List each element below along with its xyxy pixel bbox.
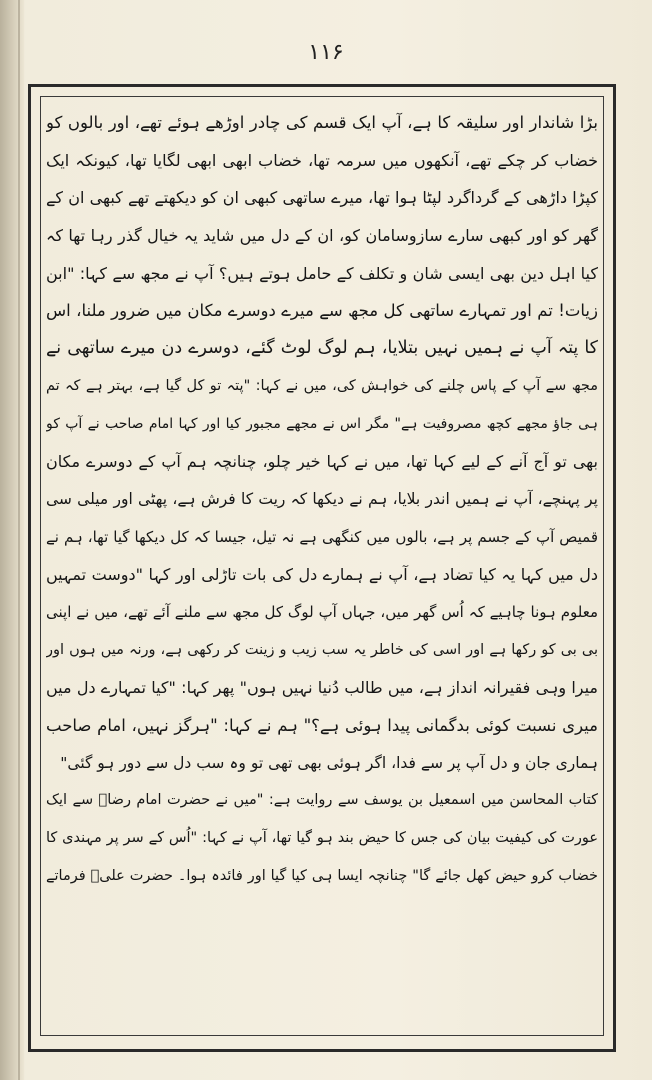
text-line-18: ہماری جان و دل آپ پر سے فدا، اگر ہوئی بھی تھی تو وہ سب دل سے دور ہو گئی" bbox=[60, 753, 598, 772]
text-line-3: کپڑا داڑھی کے گرداگرد لپٹا ہوا تھا، میرے ساتھی کبھی ان کو دیکھتے تھے کبھی ان کے bbox=[46, 188, 598, 208]
text-line-5: کیا اہل دین بھی ایسی شان و تکلف کے حامل ہوتے ہیں؟ آپ نے مجھ سے کہا: "ابن bbox=[46, 263, 598, 283]
text-line-9: ہی جاؤ مجھے کچھ مصروفیت ہے" مگر اس نے مجھے مجبور کیا اور کہا امام صاحب نے آپ کو bbox=[46, 415, 598, 432]
text-line-16: میرا وہی فقیرانہ انداز ہے، میں طالب دُنیا نہیں ہوں" پھر کہا: "کیا تمہارے دل میں bbox=[46, 678, 598, 698]
text-line-14: معلوم ہونا چاہیے کہ اُس گھر میں، جہاں آپ لوگ کل مجھ سے ملنے آئے تھے، میں نے اپنی bbox=[46, 602, 598, 621]
text-line-1: بڑا شاندار اور سلیقہ کا ہے، آپ ایک قسم کی چادر اوڑھے ہوئے تھے، اور بالوں کو bbox=[46, 113, 598, 132]
text-line-2: خضاب کر چکے تھے، آنکھوں میں سرمہ تھا، خضاب ابھی ابھی لگایا تھا، کیونکہ ایک bbox=[46, 150, 598, 170]
text-line-19: کتاب المحاسن میں اسمعیل بن یوسف سے روایت ہے: "میں نے حضرت امام رضاؑ سے ایک bbox=[46, 792, 598, 809]
text-line-20: عورت کی کیفیت بیان کی جس کا حیض بند ہو گیا تھا، آپ نے کہا: "اُس کے سر پر مہندی کا bbox=[46, 830, 598, 847]
text-line-12: قمیص آپ کے جسم پر ہے، بالوں میں کنگھی ہے نہ تیل، جیسا کہ کل دیکھا گیا تھا، ہم نے bbox=[46, 527, 598, 546]
page-number: ۱۱۶ bbox=[308, 40, 344, 65]
text-line-11: پر پہنچے، آپ نے ہمیں اندر بلایا، ہم نے دیکھا کہ ریت کا فرش ہے، پھٹی اور میلی سی bbox=[46, 489, 598, 508]
text-line-6: زیات! تم اور تمہارے ساتھی کل مجھ سے میرے دوسرے مکان میں ضرور ملنا، اس bbox=[46, 301, 598, 321]
text-line-10: بھی تو آج آنے کے لیے کہا تھا، میں نے کہا خیر چلو، چنانچہ ہم آپ کے دوسرے مکان bbox=[46, 452, 598, 472]
page-body-text bbox=[46, 104, 598, 1026]
text-line-7: کا پتہ آپ نے ہمیں نہیں بتلایا، ہم لوگ لوٹ گئے، دوسرے دن میرے ساتھی نے bbox=[46, 338, 598, 359]
text-line-4: گھر کو اور کبھی سارے سازوسامان کو، ان کے دل میں شاید یہ خیال گذر رہا تھا کہ bbox=[46, 226, 598, 246]
text-line-13: دل میں کہا یہ کیا تضاد ہے، آپ نے ہمارے دل کی بات تاڑلی اور کہا "دوست تمہیں bbox=[46, 565, 598, 585]
text-line-15: بی بی کو رکھا ہے اور اسی کی خاطر یہ سب زیب و زینت کر رکھی ہے، ورنہ میں ہوں اور bbox=[46, 641, 598, 658]
text-line-8: مجھ سے آپ کے پاس چلنے کی خواہش کی، میں نے کہا: "پتہ تو کل گیا ہے، بہتر ہے کہ تم bbox=[46, 377, 598, 394]
text-line-17: میری نسبت کوئی بدگمانی پیدا ہوئی ہے؟" ہم نے کہا: "ہرگز نہیں، امام صاحب bbox=[46, 716, 598, 735]
book-gutter bbox=[0, 0, 24, 1080]
gutter-fold-line bbox=[18, 0, 20, 1080]
text-line-21: خضاب کرو حیض کھل جائے گا" چنانچہ ایسا ہی کیا گیا اور فائدہ ہوا۔ حضرت علیؑ فرماتے bbox=[46, 867, 598, 884]
